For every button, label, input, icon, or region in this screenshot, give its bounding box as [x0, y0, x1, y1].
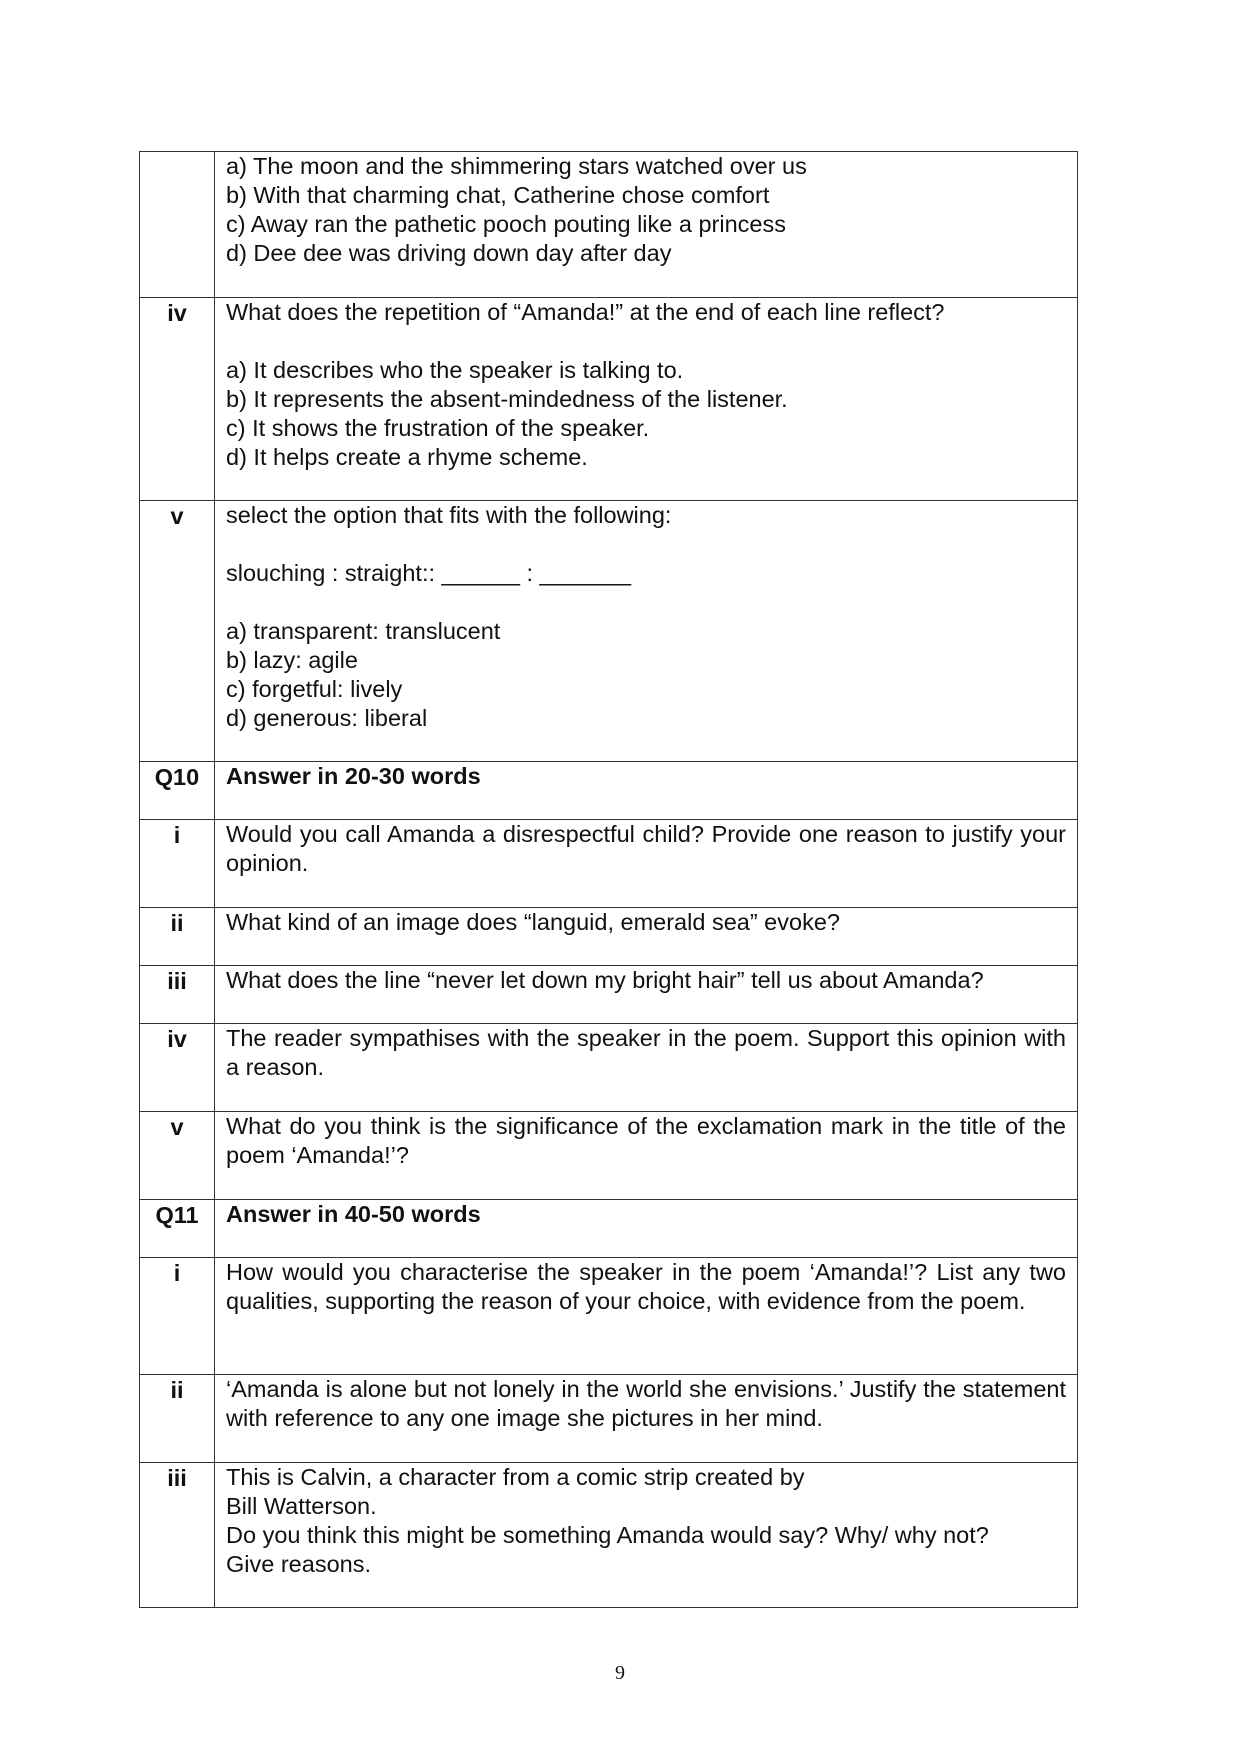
question-number: Q10: [140, 762, 215, 820]
option-b: b) lazy: agile: [226, 647, 358, 673]
question-body: [215, 501, 1078, 762]
question-table: [139, 151, 1078, 1608]
question-body: [215, 152, 1078, 298]
question-text: What kind of an image does “languid, emerald sea” evoke?: [215, 908, 1078, 966]
question-line: Give reasons.: [226, 1551, 371, 1577]
table-row: [140, 966, 1078, 1024]
table-row: [140, 1024, 1078, 1112]
question-body: [215, 298, 1078, 501]
table-row: [140, 501, 1078, 762]
table-row: [140, 1112, 1078, 1200]
option-a: a) The moon and the shimmering stars watched over us: [226, 153, 807, 179]
question-number: iv: [140, 298, 215, 501]
question-text: What do you think is the significance of the exclamation mark in the title of the poem ‘Amanda!’?: [215, 1112, 1078, 1200]
table-row: [140, 1258, 1078, 1375]
table-row: [140, 762, 1078, 820]
table-row: [140, 1463, 1078, 1608]
table-row: [140, 152, 1078, 298]
section-heading: Answer in 40-50 words: [215, 1200, 1078, 1258]
question-text: What does the repetition of “Amanda!” at the end of each line reflect?: [226, 299, 945, 325]
analogy-text: slouching : straight:: ______ : _______: [226, 560, 632, 586]
table-row: [140, 908, 1078, 966]
question-text: What does the line “never let down my bright hair” tell us about Amanda?: [215, 966, 1078, 1024]
table-row: [140, 820, 1078, 908]
question-text: ‘Amanda is alone but not lonely in the world she envisions.’ Justify the statement with reference to any one image she pictures in her mind.: [215, 1375, 1078, 1463]
section-heading: Answer in 20-30 words: [215, 762, 1078, 820]
question-text: How would you characterise the speaker in the poem ‘Amanda!’? List any two qualities, supporting the reason of your choice, with evidence from the poem.: [215, 1258, 1078, 1375]
question-number: ii: [140, 908, 215, 966]
question-number: iii: [140, 966, 215, 1024]
table-row: [140, 298, 1078, 501]
option-d: d) generous: liberal: [226, 705, 428, 731]
option-c: c) It shows the frustration of the speaker.: [226, 415, 650, 441]
option-d: d) It helps create a rhyme scheme.: [226, 444, 588, 470]
question-line: Bill Watterson.: [226, 1493, 377, 1519]
question-number: v: [140, 1112, 215, 1200]
option-c: c) forgetful: lively: [226, 676, 403, 702]
question-body: [215, 1463, 1078, 1608]
question-number: i: [140, 1258, 215, 1375]
option-c: c) Away ran the pathetic pooch pouting like a princess: [226, 211, 786, 237]
question-number: [140, 152, 215, 298]
question-number: Q11: [140, 1200, 215, 1258]
table-row: [140, 1375, 1078, 1463]
question-number: ii: [140, 1375, 215, 1463]
question-number: iv: [140, 1024, 215, 1112]
option-a: a) It describes who the speaker is talking to.: [226, 357, 684, 383]
table-row: [140, 1200, 1078, 1258]
question-text: The reader sympathises with the speaker in the poem. Support this opinion with a reason.: [215, 1024, 1078, 1112]
question-text: Would you call Amanda a disrespectful child? Provide one reason to justify your opinion.: [215, 820, 1078, 908]
page-number: 9: [615, 1662, 625, 1684]
question-line: Do you think this might be something Amanda would say? Why/ why not?: [226, 1522, 989, 1548]
question-number: iii: [140, 1463, 215, 1608]
question-text: select the option that fits with the following:: [226, 502, 672, 528]
question-line: This is Calvin, a character from a comic strip created by: [226, 1464, 805, 1490]
option-b: b) It represents the absent-mindedness of the listener.: [226, 386, 788, 412]
option-a: a) transparent: translucent: [226, 618, 501, 644]
option-d: d) Dee dee was driving down day after day: [226, 240, 672, 266]
question-number: v: [140, 501, 215, 762]
question-number: i: [140, 820, 215, 908]
option-b: b) With that charming chat, Catherine chose comfort: [226, 182, 770, 208]
